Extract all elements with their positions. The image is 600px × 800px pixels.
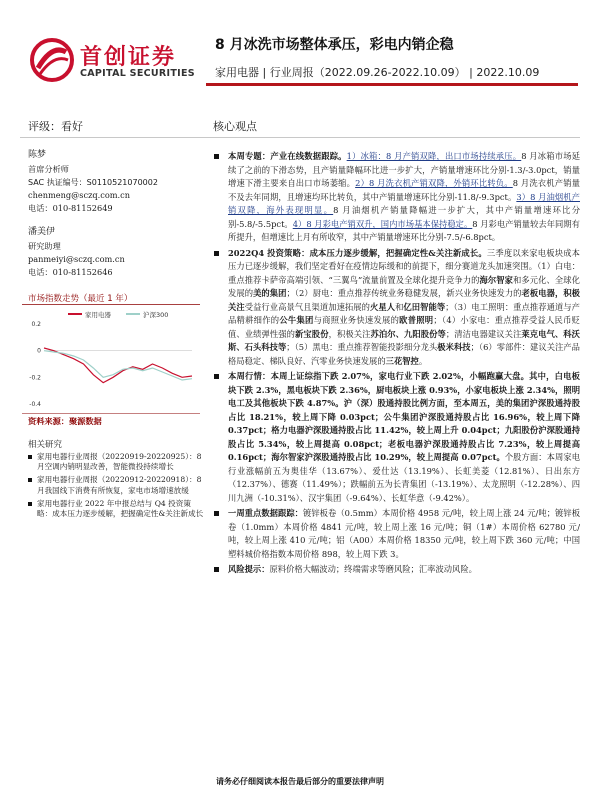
risk-text: 原料价格大幅波动；终端需求等磨风险；汇率波动风险。 [269,564,477,574]
legal-footer: 请务必仔细阅读本报告最后部分的重要法律声明 [216,776,384,786]
analyst-name: 陈梦 [28,150,47,160]
related-item[interactable]: 家用电器行业周报（20220919-20220925）：8 月空调内销明显改善，智能微投持续增长 [28,452,206,472]
bullet-icon [214,154,219,159]
core-title: 核心观点 [213,120,257,133]
section-divider [20,137,580,138]
chart-series [44,348,192,383]
strategy-text: ；清洁电器建议关注 [445,328,522,339]
analyst-title: 首席分析师 [28,164,69,174]
stock-name: 老板电器 [521,288,555,298]
stock-name: 新宝股份 [295,328,329,339]
legend-label: 家用电器 [85,311,111,319]
y-tick-label: -0.2 [29,374,41,382]
bullet-icon [214,567,219,572]
report-subtitle: 家用电器 | 行业周报（2022.09.26-2022.10.09） | 2022.10.09 [215,66,540,79]
strategy-text: ；（4）小家电：重点推荐受益人民币贬值、业绩弹性强的 [228,315,580,339]
brand-emblem-icon [30,38,74,82]
chart-source: 资料来源：聚源数据 [28,416,102,426]
strategy-text: ，积极关注 [228,288,580,312]
index-chart [22,304,200,414]
strategy-text: 和多元化、全球化发展的 [228,274,580,298]
market-text: 个股方面：本周家电行业涨幅前五为奥佳华（13.67%）、爱仕达（13.19%）、长虹美菱（12.81%）、日出东方（12.37%）、德赛（11.49%）；跌幅前五为长青集团（-13.19%）、太龙照明（-12.28%）、四川九洲（-10.31%）、汉宇集团（-9.64%）、长虹华意（-9.42%）。 [228,452,580,503]
bullet-icon [214,374,219,379]
market-text: 沪（深）股通持股比例方面，至本周五，美的集团沪深股通持股占比 18.21%，较上周下降 0.03pct；公牛集团沪深股通持股占比 16.96%，较上周下降 0.37pct；格力电器沪深股通持股占比 11.42%，较上周上升 0.04pct；九阳股份沪深股通持股占比 5.34%，较上周提高 0.08pct；老板电器沪深股通持股占比 7.23%，较上周提高 0.16pct；海尔智家沪深股通持股占比 10.29%，较上周提高 0.07pct。 [228,398,580,462]
stock-name: 三花智控 [385,355,419,366]
market-text: 本周上证综指下跌 2.07%，家电行业下跌 2.02%，小幅跑赢大盘。 [270,371,530,381]
topic-text-2: 8 月洗衣机产销量不及去年同期，且增速均环比转负，其中产销量增速环比分别-11.8/-9.3pct。 [228,178,580,202]
brand-name-en: CAPITAL SECURITIES [80,68,195,79]
y-tick-label: -0.4 [29,401,41,408]
strategy-text: ；（3）电工照明：重点推荐通道与产品精耕细作的 [228,301,580,325]
chart-legend [68,310,168,319]
stock-name: 莱克电气、科沃斯、石头科技等 [228,328,580,352]
data-paragraph [212,507,580,561]
topic-text-4: 8 月彩电产销量较去年同期有所提升，但增速比上月有所收窄，其中产销量增速环比分别-7.5/-6.8pct。 [228,218,580,242]
stock-name: 欧普照明 [399,315,434,325]
stock-name: 火星人 [370,301,396,312]
related-item[interactable]: 家用电器行业 2022 年中报总结与 Q4 投资策略：成本压力逐步缓解，把握确定性&关注新成长 [28,499,206,519]
brand-logo [30,38,200,86]
rating [28,118,83,134]
topic-sub-1: 1）冰箱：8 月产销双降，出口市场持续承压。 [346,151,522,161]
rating-label: 评级： [28,120,61,133]
chart-title: 市场指数走势（最近 1 年） [28,294,133,304]
stock-name: 亿田智能等 [403,301,446,312]
analyst-email[interactable]: chenmeng@sczq.com.cn [28,190,130,200]
stock-name: 苏泊尔、九阳股份等 [370,328,446,339]
bullet-icon [214,511,219,516]
topic-sub-2: 2）8 月洗衣机产销双降，外销环比转负。 [355,178,513,188]
strategy-text: ；（6）零部件：建议关注产品格局稳定、梯队良好、汽零业务快速发展的 [228,342,580,366]
topic-lead: 本周专题：产业在线数据跟踪。 [228,151,347,161]
legend-label: 沪深300 [143,311,169,319]
market-paragraph [212,370,580,505]
strategy-text: 受益行业高景气且渠道加速拓展的 [244,301,370,312]
chart-y-axis [29,321,41,408]
core-content [212,150,580,579]
strategy-paragraph [212,247,580,369]
related-item[interactable]: 家用电器行业周报（20220912-20220918）：8 月我国线下消费有所恢复，家电市场增速放缓 [28,475,206,495]
stock-name: 海尔智家 [479,274,514,285]
topic-paragraph [212,150,580,245]
strategy-text: 。 [418,355,428,366]
strategy-text: 和 [395,301,404,312]
header-divider [206,83,578,86]
analyst-name: 潘美伊 [28,227,56,237]
market-text: 其中，白电板块下跌 2.3%，黑电板块下跌 2.36%，厨电板块上涨 0.93%，小家电板块上涨 2.34%，照明电工及其他板块下跌 4.87%。 [228,371,580,408]
stock-name: 极米科技 [437,342,471,352]
data-lead: 一周重点数据跟踪： [228,508,304,518]
risk-paragraph [212,563,580,577]
report-title: 8 月冰洗市场整体承压，彩电内销企稳 [215,37,454,53]
strategy-text: ，积极关注 [328,328,371,339]
topic-text-1: 8 月冰箱市场延续了之前的下滑态势，且产销量降幅环比进一步扩大，产销量增速环比分别-1.3/-3.0pct，销量增速下滑主要来自出口市场萎缩。 [228,151,580,188]
data-text: 镀锌板卷（0.5mm）本周价格 4958 元/吨，较上周上涨 24 元/吨；镀锌板卷（1.0mm）本周价格 4841 元/吨，较上周上涨 16 元/吨；铜（1#）本周价格 62780 元/吨，较上周上涨 410 元/吨；铝（A00）本周价格 18350 元/吨，较上周下跌 360 元/吨；中国塑料城价格指数本周价格 898，较上周下跌 3。 [228,508,580,559]
stock-name: 美的集团 [253,288,287,298]
related-list [28,452,206,522]
strategy-text: 三季度以来家电板块成本压力已逐步缓解，我们坚定看好在疫情边际缓和的前提下，细分赛道龙头加速突围。（1）白电：重点推荐卡萨帝高端引领、“三翼鸟”流量前置及全球化提升竞争力的 [228,247,580,285]
analyst-phone: 电话：010-81152646 [28,267,113,277]
brand-name-cn: 首创证券 [80,45,177,70]
market-lead: 本周行情： [228,371,271,381]
bullet-icon [214,251,219,256]
analyst-license: SAC 执证编号：S0110521070002 [28,178,158,187]
topic-sub-4: 4）8 月彩电产销双升，国内市场基本保持稳定。 [292,218,473,229]
y-tick-label: 0.2 [31,321,41,328]
stock-name: 公牛集团 [279,315,314,325]
topic-text-3: 8 月油烟机产销量降幅进一步扩大，其中产销量增速环比分别-5.8/-5.5pct。 [228,205,580,229]
analyst-phone: 电话：010-81152649 [28,203,113,213]
risk-lead: 风险提示： [228,564,270,574]
analyst-email[interactable]: panmeiyi@sczq.com.cn [28,254,125,264]
strategy-text: ；（2）厨电：重点推荐传统业务稳健发展，新兴业务快速发力的 [286,288,522,298]
rating-value: 看好 [61,120,83,133]
series-line-1 [44,348,192,383]
y-tick-label: 0 [37,347,41,355]
strategy-text: ；（5）黑电：重点推荐智能投影细分龙头 [286,342,438,352]
strategy-lead: 2022Q4 投资策略：成本压力逐步缓解，把握确定性&关注新成长。 [228,247,487,258]
topic-sub-3: 3）8 月油烟机产销双降，海外表现明显。 [228,191,580,215]
analyst-title: 研究助理 [28,241,61,251]
related-title: 相关研究 [28,440,63,450]
strategy-text: 与商照业务快速发展的 [313,315,400,325]
